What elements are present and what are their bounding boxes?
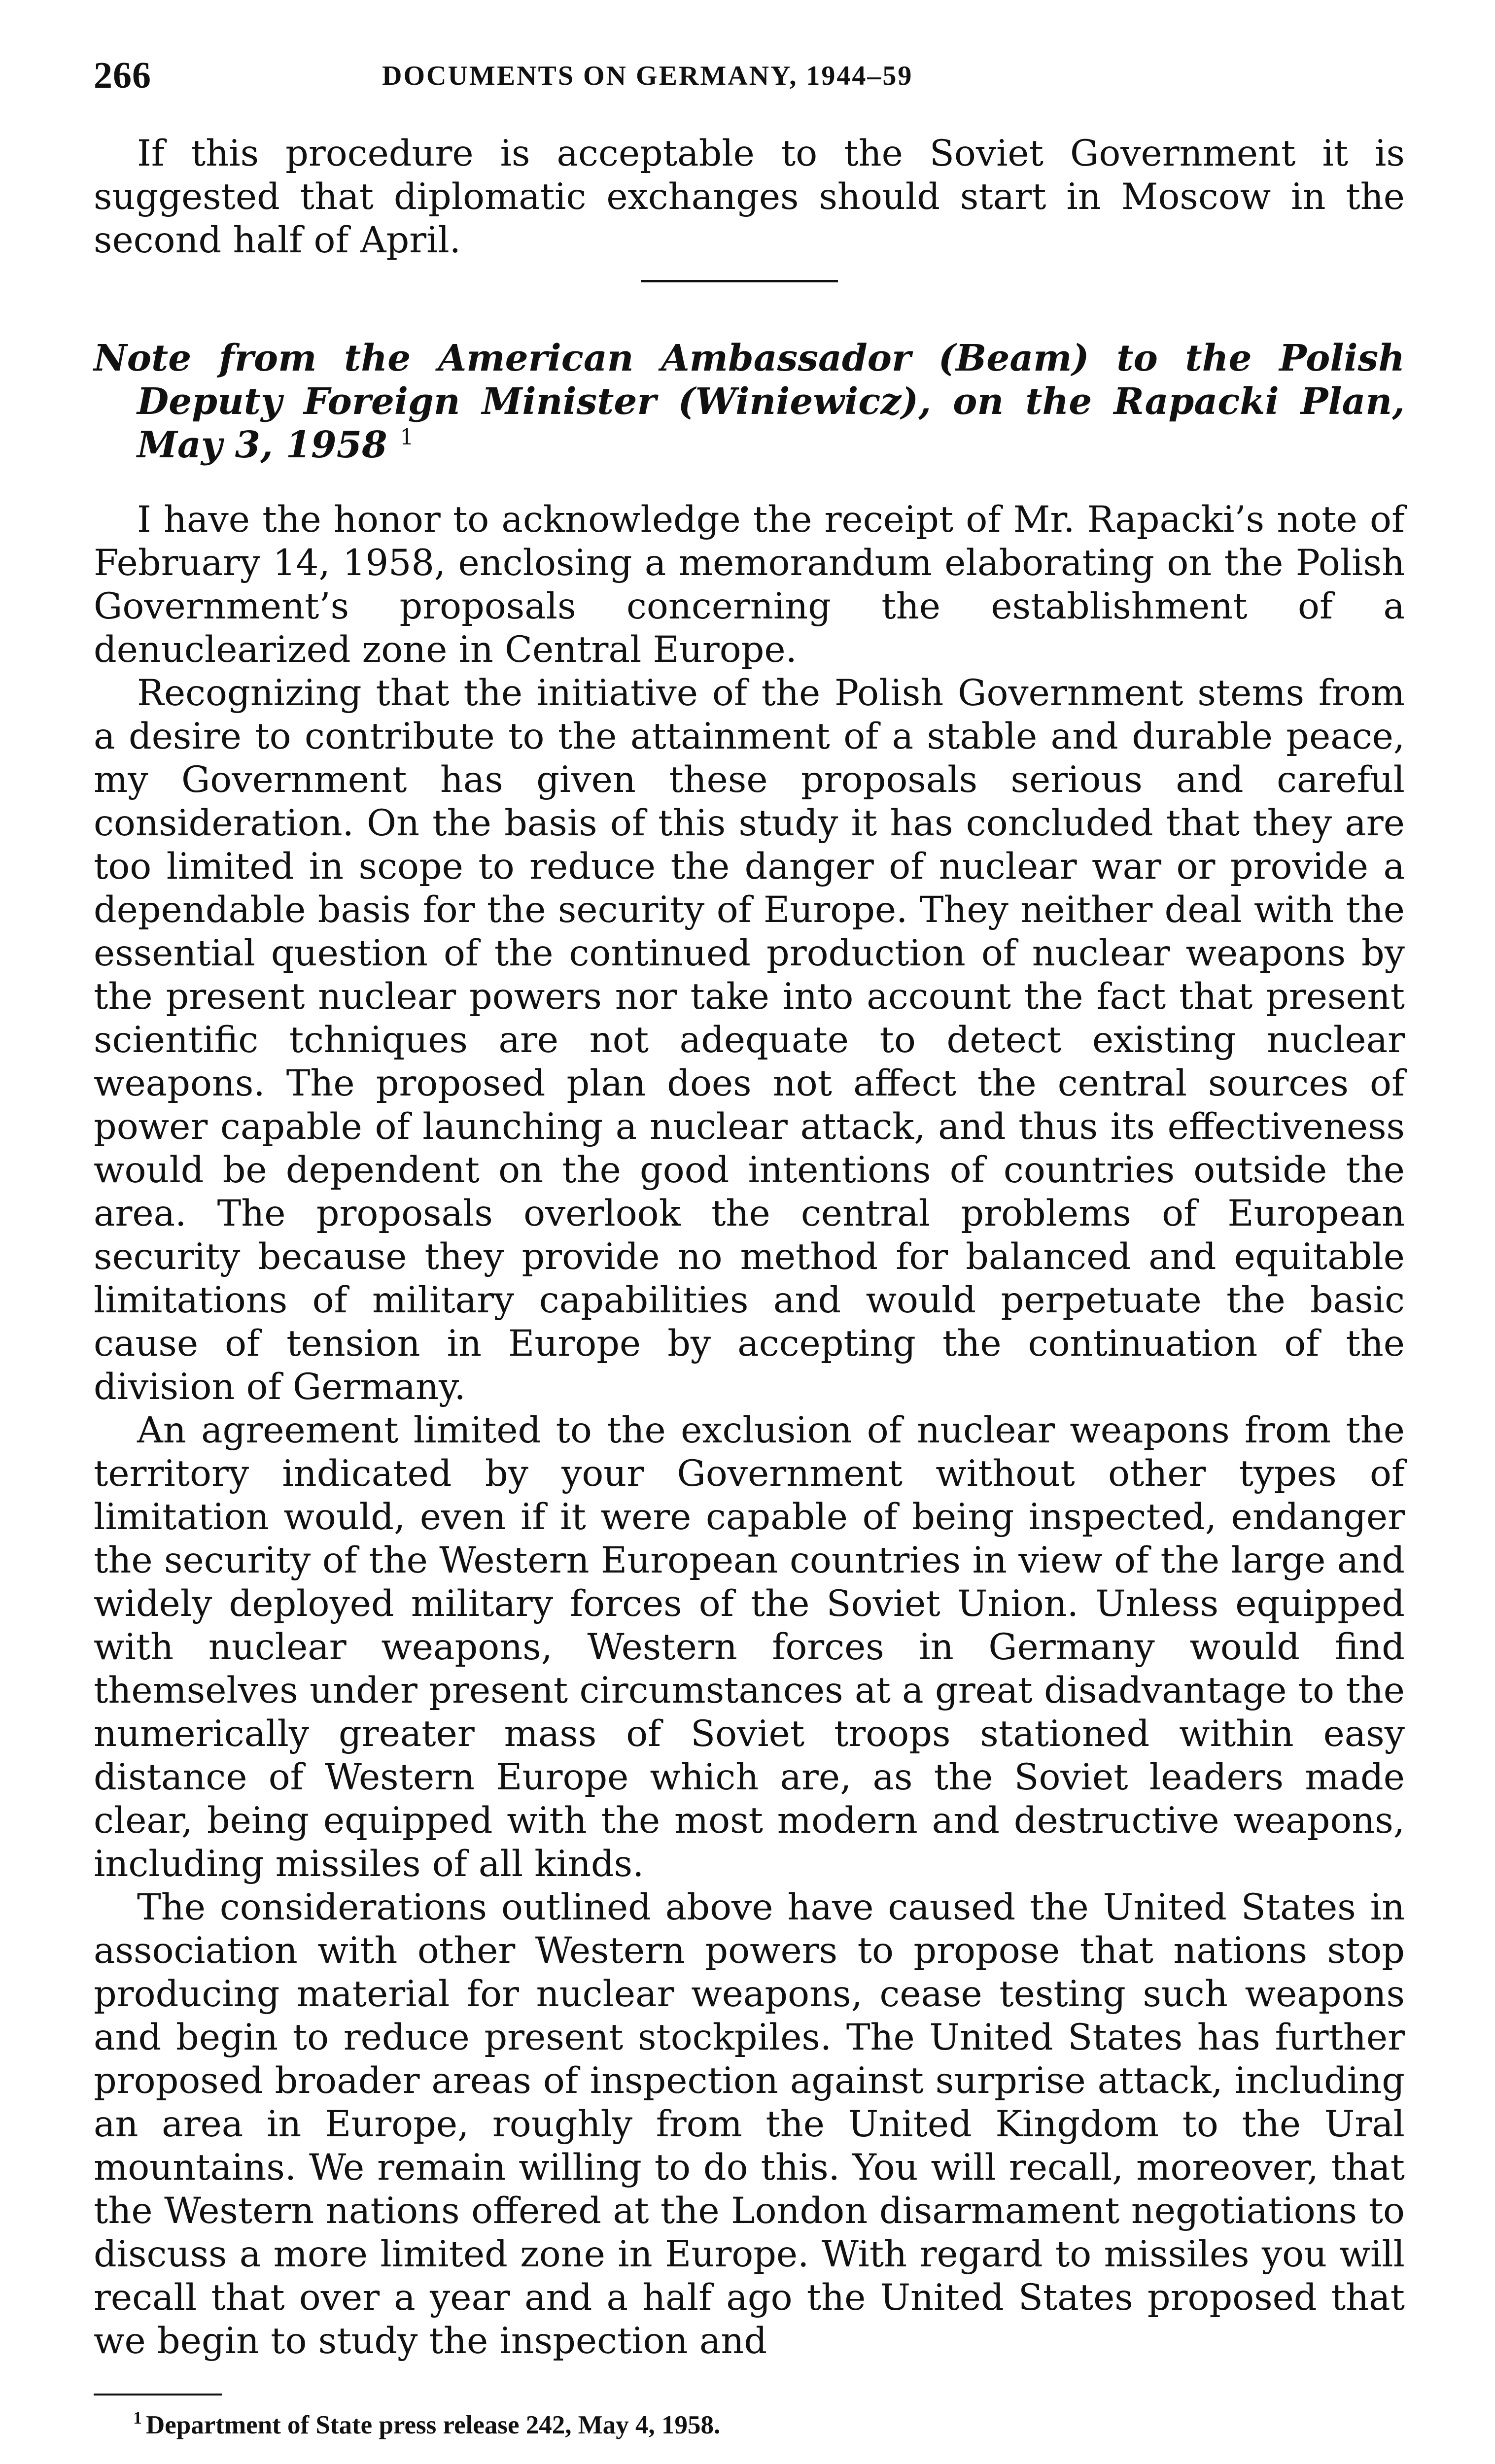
footnote-rule [94,2394,222,2396]
footnote-text: Department of State press release 242, May 4, 1958. [146,2411,721,2439]
body-paragraph-4: The considerations outlined above have caused the United States in association with other Western powers to propose that nations stop producing material for nuclear weapons, cease testing such weapons and begin to reduce present stockpiles. The United States has further proposed broader areas of inspection against surprise attack, including an area in Europe, roughly from the United Kingdom to the Ural mountains. We remain willing to do this. You will recall, moreover, that the Western nations offered at the London disarmament negotiations to discuss a more limited zone in Europe. With regard to missiles you will recall that over a year and a half ago the United States proposed that we begin to study the inspection and [94,1886,1405,2362]
document-heading-text: Note from the American Ambassador (Beam) to the Polish Deputy Foreign Minister (Winiewicz), on the Rapacki Plan, May 3, 1958 [94,337,1405,466]
footnote [94,2409,1405,2441]
section-separator [641,280,838,282]
book-title: DOCUMENTS ON GERMANY, 1944–59 [382,61,913,91]
body-paragraph-2: Recognizing that the initiative of the Polish Government stems from a desire to contribute to the attainment of a stable and durable peace, my Government has given these proposals serious and careful consideration. On the basis of this study it has concluded that they are too limited in scope to reduce the danger of nuclear war or provide a dependable basis for the security of Europe. They neither deal with the essential question of the continued production of nuclear weapons by the present nuclear powers nor take into account the fact that present scientific tchniques are not adequate to detect existing nuclear weapons. The proposed plan does not affect the central sources of power capable of launching a nuclear attack, and thus its effectiveness would be dependent on the good intentions of countries outside the area. The proposals overlook the central problems of European security because they provide no method for balanced and equitable limitations of military capabilities and would perpetuate the basic cause of tension in Europe by accepting the continuation of the division of Germany. [94,672,1405,1408]
running-head [94,54,1405,108]
page-number: 266 [94,55,151,96]
document-heading [94,337,1405,467]
footnote-marker: 1 [133,2408,142,2428]
body-paragraph-3: An agreement limited to the exclusion of nuclear weapons from the territory indicated by your Government without other types of limitation would, even if it were capable of being inspected, endanger the security of the Western European countries in view of the large and widely deployed military forces of the Soviet Union. Unless equipped with nuclear weapons, Western forces in Germany would find themselves under present circumstances at a great disadvantage to the numerically greater mass of Soviet troops stationed within easy distance of Western Europe which are, as the Soviet leaders made clear, being equipped with the most modern and destructive weapons, including missiles of all kinds. [94,1409,1405,1885]
body-paragraph-1: I have the honor to acknowledge the receipt of Mr. Rapacki’s note of February 14, 1958, enclosing a memorandum elaborating on the Polish Government’s proposals concerning the establishment of a denuclearized zone in Central Europe. [94,499,1405,671]
continued-paragraph: If this procedure is acceptable to the Soviet Government it is suggested that diplomatic exchanges should start in Moscow in the second half of April. [94,133,1405,261]
page [94,54,1405,2441]
footnote-reference: 1 [400,425,414,450]
document-body [94,498,1405,2363]
